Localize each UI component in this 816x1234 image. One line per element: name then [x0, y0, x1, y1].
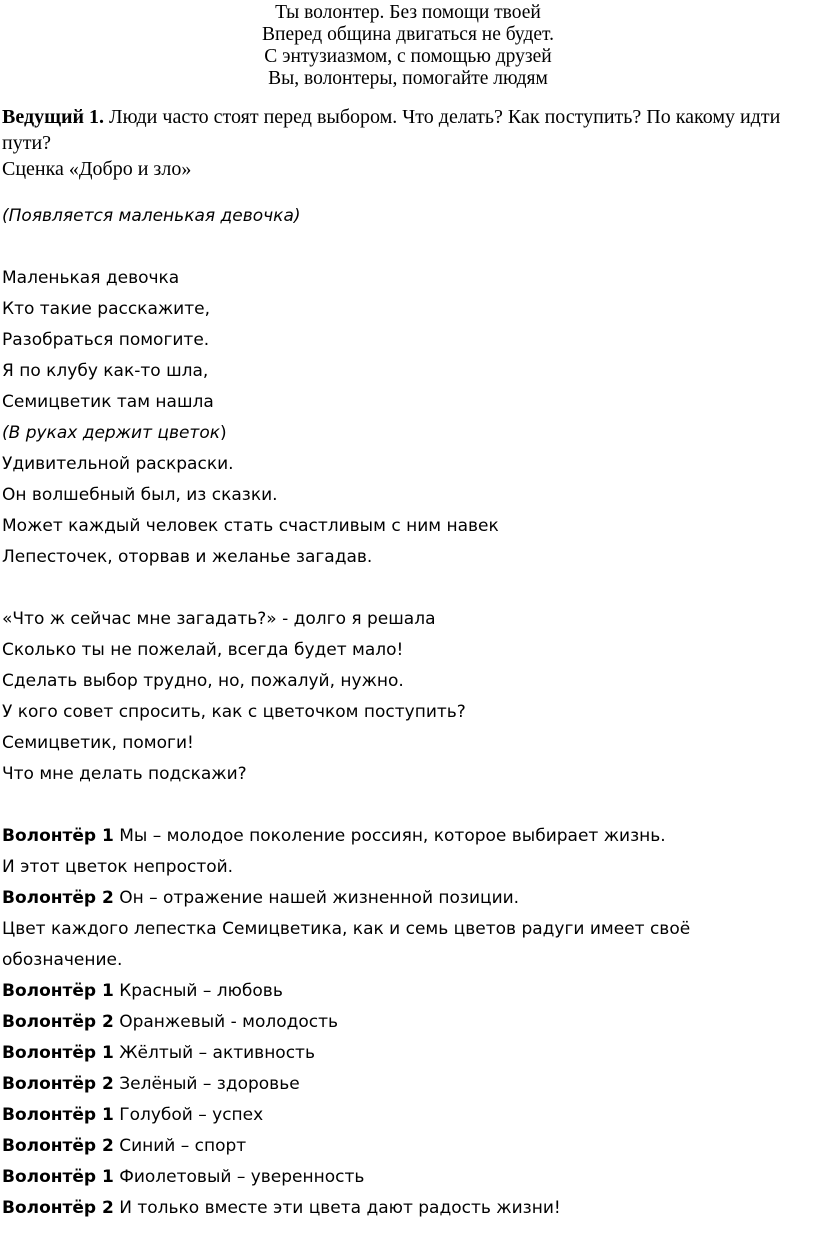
- dialog-line: [2, 883, 814, 914]
- verse-line: Разобраться помогите.: [2, 330, 210, 350]
- dialog-text: Фиолетовый – уверенность: [113, 1167, 365, 1187]
- speaker-label: Волонтёр 1: [2, 981, 114, 1001]
- speaker-label: Волонтёр 2: [2, 1012, 114, 1032]
- dialog-line: [2, 1131, 814, 1162]
- dialog-text: Оранжевый - молодость: [113, 1012, 339, 1032]
- poem-line: С энтузиазмом, с помощью друзей: [264, 46, 552, 67]
- verse-line: У кого совет спросить, как с цветочком поступить?: [2, 702, 466, 722]
- speaker-label: Волонтёр 2: [2, 1136, 114, 1156]
- dialog-text: Мы – молодое поколение россиян, которое выбирает жизнь.: [113, 826, 666, 846]
- verse-line: Он волшебный был, из сказки.: [2, 485, 278, 505]
- girl-heading: Маленькая девочка: [2, 268, 180, 288]
- host-text: Люди часто стоят перед выбором. Что делать? Как поступить? По какому идти пути?: [2, 106, 781, 154]
- dialog-text: Зелёный – здоровье: [113, 1074, 300, 1094]
- verse-line: Может каждый человек стать счастливым с ним навек: [2, 516, 499, 536]
- speaker-label: Волонтёр 2: [2, 888, 114, 908]
- dialog-text: И только вместе эти цвета дают радость жизни!: [113, 1198, 561, 1218]
- dialog-line: [2, 1162, 814, 1193]
- dialog-line: [2, 821, 814, 852]
- verse-line: Лепесточек, оторвав и желанье загадав.: [2, 547, 373, 567]
- dialog-text: Голубой – успех: [113, 1105, 264, 1125]
- host-paragraph: [2, 104, 814, 156]
- scene-title: Сценка «Добро и зло»: [2, 158, 192, 180]
- scene-script: [2, 201, 814, 1224]
- speaker-label: Волонтёр 1: [2, 1167, 114, 1187]
- dialog-text: Синий – спорт: [113, 1136, 247, 1156]
- verse-line: Удивительной раскраски.: [2, 454, 234, 474]
- verse-line: «Что ж сейчас мне загадать?» - долго я решала: [2, 609, 436, 629]
- stage-direction-close: ): [220, 423, 227, 443]
- blank-line: [2, 232, 814, 263]
- dialog-line: [2, 852, 814, 883]
- host-section: [2, 104, 814, 182]
- blank-line: [2, 790, 814, 821]
- poem-stanza: [0, 2, 816, 90]
- verse-line: Семицветик там нашла: [2, 392, 214, 412]
- verse-line: Семицветик, помоги!: [2, 733, 194, 753]
- verse-line: Сколько ты не пожелай, всегда будет мало!: [2, 640, 404, 660]
- verse-line: Кто такие расскажите,: [2, 299, 210, 319]
- dialog-text: Красный – любовь: [113, 981, 283, 1001]
- blank-line: [2, 573, 814, 604]
- dialog-line: [2, 1100, 814, 1131]
- host-speaker: Ведущий 1.: [2, 106, 105, 128]
- dialog-text: И этот цветок непростой.: [2, 857, 234, 877]
- verse-line: Что мне делать подскажи?: [2, 764, 247, 784]
- dialog-line: [2, 976, 814, 1007]
- poem-line: Ты волонтер. Без помощи твоей: [275, 2, 541, 23]
- speaker-label: Волонтёр 1: [2, 1043, 114, 1063]
- poem-line: Вы, волонтеры, помогайте людям: [268, 68, 548, 89]
- speaker-label: Волонтёр 1: [2, 826, 114, 846]
- dialog-text: Цвет каждого лепестка Семицветика, как и семь цветов радуги имеет своё обозначение.: [2, 919, 691, 970]
- dialog-line: [2, 1038, 814, 1069]
- verse-line: Сделать выбор трудно, но, пожалуй, нужно.: [2, 671, 404, 691]
- dialog-text: Он – отражение нашей жизненной позиции.: [113, 888, 520, 908]
- dialog-line: [2, 1007, 814, 1038]
- poem-line: Вперед община двигаться не будет.: [262, 24, 554, 45]
- dialog-line: [2, 1069, 814, 1100]
- speaker-label: Волонтёр 1: [2, 1105, 114, 1125]
- stage-direction: (Появляется маленькая девочка): [2, 206, 301, 226]
- stage-direction: [2, 418, 814, 449]
- stage-direction-text: (В руках держит цветок: [2, 423, 220, 443]
- verse-line: Я по клубу как-то шла,: [2, 361, 209, 381]
- dialog-line: [2, 1193, 814, 1224]
- speaker-label: Волонтёр 2: [2, 1198, 114, 1218]
- dialog-line: [2, 914, 814, 976]
- speaker-label: Волонтёр 2: [2, 1074, 114, 1094]
- dialog-text: Жёлтый – активность: [113, 1043, 315, 1063]
